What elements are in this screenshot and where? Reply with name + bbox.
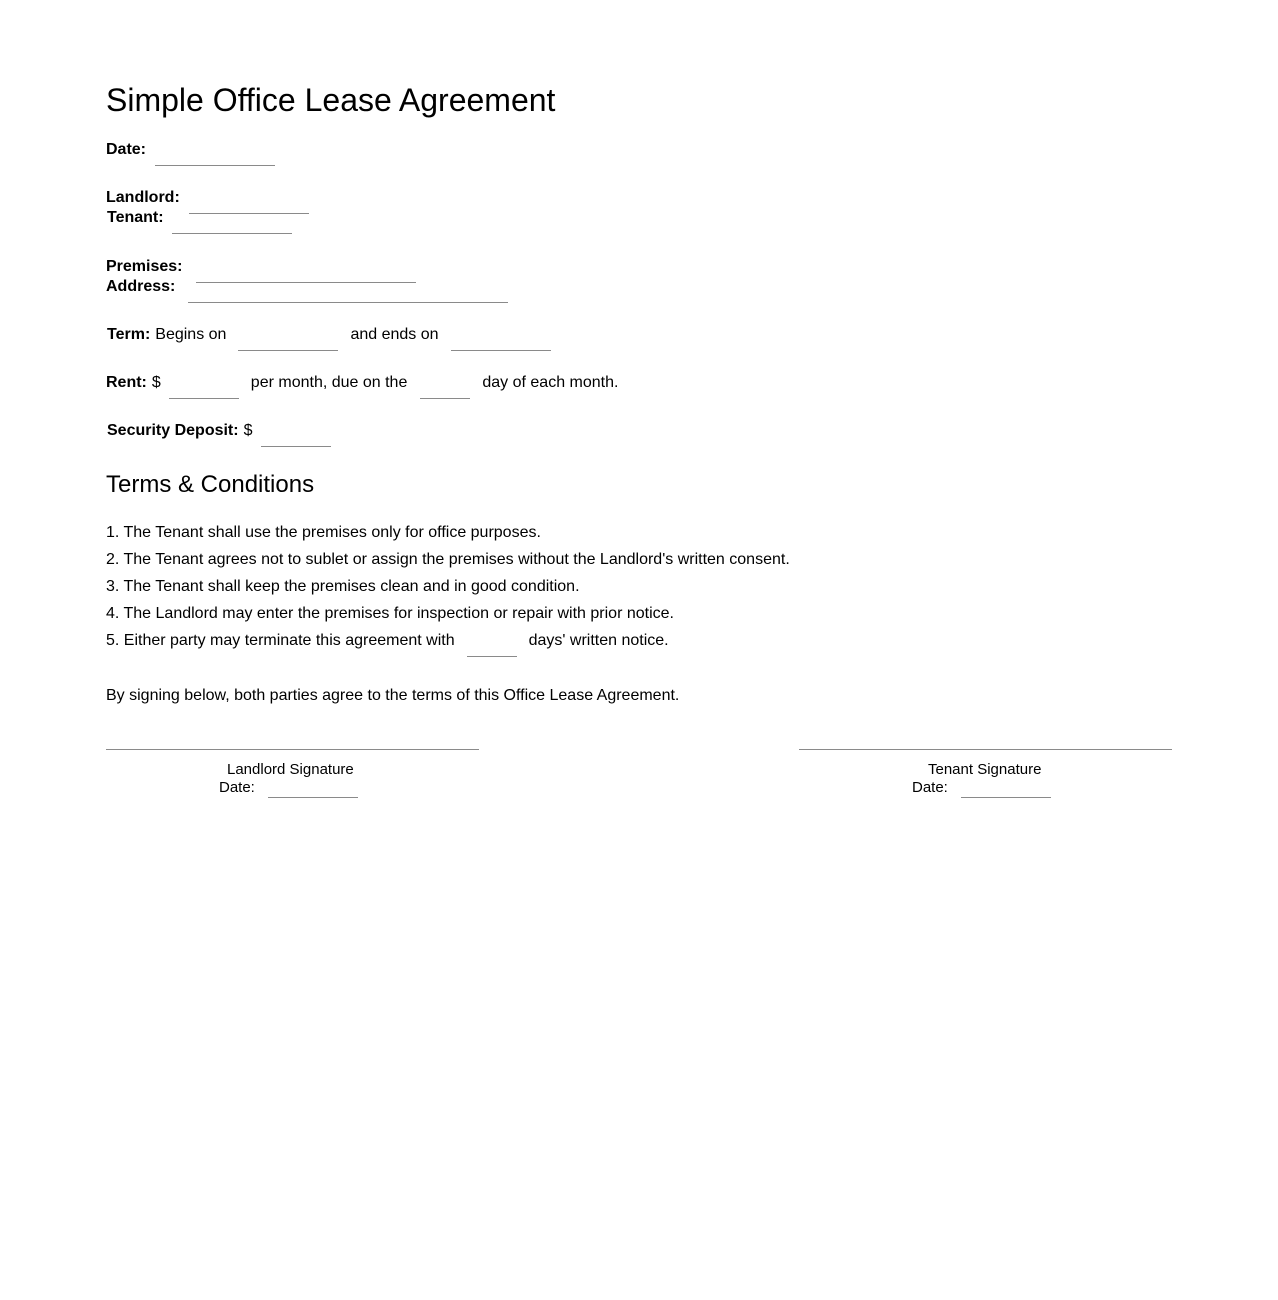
security-deposit-row — [107, 421, 331, 447]
notice-days-field[interactable] — [467, 636, 517, 657]
term-5-before-text: 5. Either party may terminate this agreement with — [106, 632, 455, 649]
term-row — [107, 325, 551, 351]
landlord-signature-line[interactable] — [106, 749, 479, 750]
address-row — [106, 277, 508, 303]
term-5-after-text: days' written notice. — [528, 632, 669, 649]
tenant-signature-line[interactable] — [799, 749, 1172, 750]
rent-amount-field[interactable] — [169, 378, 239, 399]
term-item-5 — [106, 631, 669, 657]
term-begins-text: Begins on — [155, 326, 227, 343]
tenant-signature-label: Tenant Signature — [928, 761, 1042, 778]
date-field[interactable] — [155, 145, 275, 166]
rent-per-month-text: per month, due on the — [250, 374, 408, 391]
terms-heading: Terms & Conditions — [106, 471, 315, 498]
term-item-3: 3. The Tenant shall keep the premises clean and in good condition. — [106, 578, 580, 595]
rent-row — [106, 373, 618, 399]
landlord-date-field[interactable] — [268, 777, 358, 798]
term-item-2: 2. The Tenant agrees not to sublet or assign the premises without the Landlord's written consent. — [106, 551, 790, 568]
date-label: Date: — [106, 141, 147, 158]
rent-label: Rent: — [106, 374, 147, 391]
tenant-row — [107, 208, 292, 234]
landlord-signature-label: Landlord Signature — [227, 761, 354, 778]
term-ends-text: and ends on — [350, 326, 439, 343]
rent-due-day-field[interactable] — [420, 378, 470, 399]
address-label: Address: — [106, 278, 176, 295]
rent-day-text: day of each month. — [482, 374, 619, 391]
term-begin-field[interactable] — [238, 330, 338, 351]
term-label: Term: — [107, 326, 151, 343]
term-item-1: 1. The Tenant shall use the premises only for office purposes. — [106, 524, 541, 541]
landlord-date-label: Date: — [219, 779, 255, 796]
agreement-statement: By signing below, both parties agree to the terms of this Office Lease Agreement. — [106, 687, 680, 704]
deposit-currency: $ — [243, 422, 253, 439]
term-end-field[interactable] — [451, 330, 551, 351]
address-field[interactable] — [188, 282, 508, 303]
date-row — [106, 140, 275, 166]
premises-label: Premises: — [106, 258, 183, 275]
term-item-4: 4. The Landlord may enter the premises for inspection or repair with prior notice. — [106, 605, 674, 622]
landlord-label: Landlord: — [106, 189, 180, 206]
tenant-date-label: Date: — [912, 779, 948, 796]
tenant-label: Tenant: — [107, 209, 164, 226]
document-title: Simple Office Lease Agreement — [106, 82, 556, 118]
rent-currency: $ — [151, 374, 161, 391]
security-deposit-field[interactable] — [261, 426, 331, 447]
tenant-field[interactable] — [172, 213, 292, 234]
security-deposit-label: Security Deposit: — [107, 422, 239, 439]
tenant-date-field[interactable] — [961, 777, 1051, 798]
